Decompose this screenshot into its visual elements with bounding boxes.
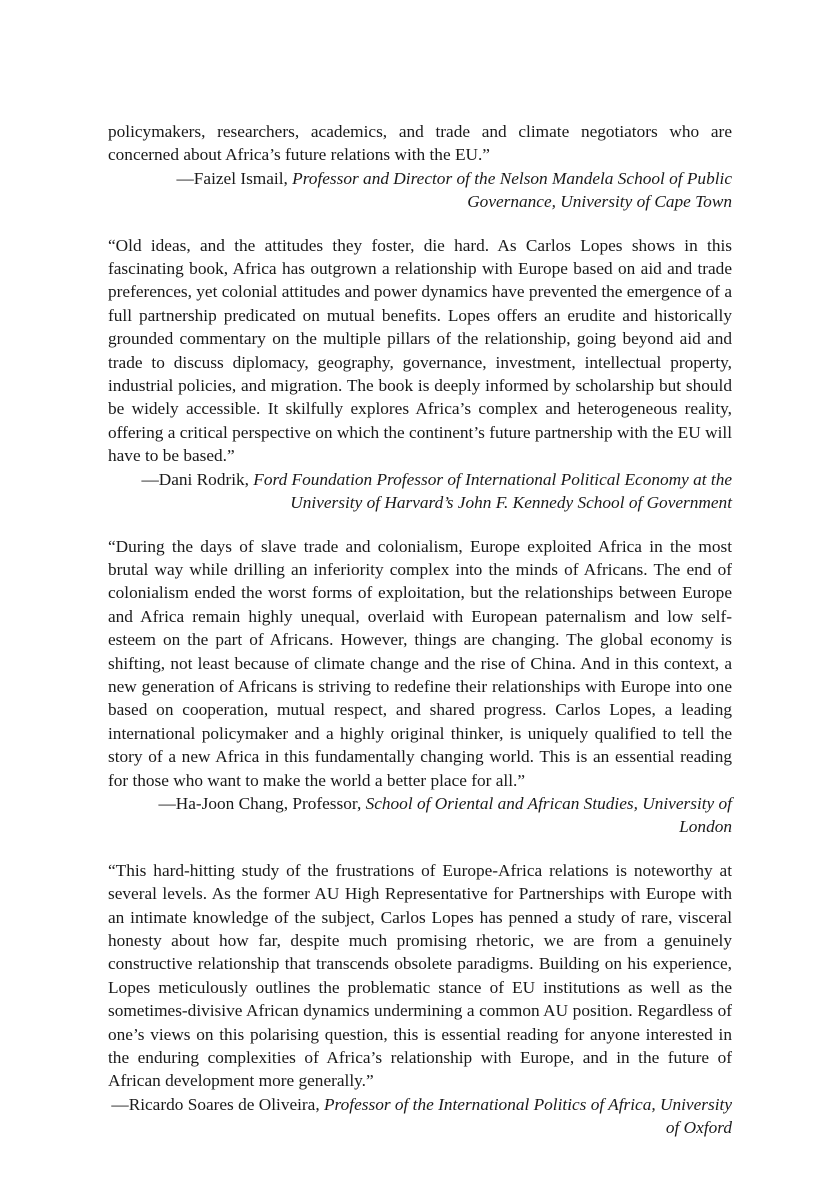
endorsement-attribution bbox=[108, 1093, 732, 1140]
endorsement-attribution bbox=[108, 468, 732, 515]
endorser-name: —Faizel Ismail, bbox=[176, 168, 293, 188]
endorsement-attribution bbox=[108, 167, 732, 214]
endorsements-page bbox=[108, 120, 732, 1160]
endorsement-quote: “During the days of slave trade and colonialism, Europe exploited Africa in the most brutal way while drilling an inferiority complex into the minds of Africans. The end of colonialism ended the worst forms of exploitation, but the relationships between Europe and Africa remain highly unequal, overlaid with European paternalism and low self-esteem on the part of Africans. However, things are changing. The global economy is shifting, not least because of climate change and the rise of China. And in this context, a new generation of Africans is striving to redefine their relationships with Europe into one based on cooperation, mutual respect, and shared progress. Carlos Lopes, a leading international policymaker and a highly original thinker, is uniquely qualified to tell the story of a new Africa in this fundamentally changing world. This is an essential reading for those who want to make the world a better place for all.” bbox=[108, 536, 732, 790]
endorser-title: School of Oriental and African Studies, University of London bbox=[365, 793, 732, 837]
endorsement-block bbox=[108, 120, 732, 214]
endorser-title: Ford Foundation Professor of International Political Economy at the University of Harvard’s John F. Kennedy School of Government bbox=[253, 469, 732, 513]
endorser-name: —Dani Rodrik, bbox=[141, 469, 254, 489]
endorsement-quote: policymakers, researchers, academics, and trade and climate negotiators who are concerned about Africa’s future relations with the EU.” bbox=[108, 122, 732, 165]
endorsement-quote: “This hard-hitting study of the frustrations of Europe-Africa relations is noteworthy at several levels. As the former AU High Representative for Partnerships with Europe with an intimate knowledge of the subject, Carlos Lopes has penned a study of rare, visceral honesty about how far, despite much promising rhetoric, we are from a genuinely constructive relationship that transcends obsolete paradigms. Building on his experience, Lopes meticulously outlines the problematic stance of EU institutions as well as the sometimes-divisive African dynamics undermining a common AU position. Regardless of one’s views on this polarising question, this is essential reading for anyone interested in the enduring complexities of Africa’s relationship with Europe, and in the future of African development more generally.” bbox=[108, 860, 732, 1091]
endorser-title: Professor and Director of the Nelson Mandela School of Public Governance, University of Cape Town bbox=[292, 168, 732, 212]
endorser-name: —Ha-Joon Chang, Professor, bbox=[158, 793, 366, 813]
endorser-name: —Ricardo Soares de Oliveira, bbox=[111, 1094, 324, 1114]
endorsement-attribution bbox=[108, 792, 732, 839]
endorsement-block bbox=[108, 234, 732, 515]
endorsement-block bbox=[108, 859, 732, 1140]
endorser-title: Professor of the International Politics of Africa, University of Oxford bbox=[324, 1094, 732, 1138]
endorsement-quote: “Old ideas, and the attitudes they foster, die hard. As Carlos Lopes shows in this fascinating book, Africa has outgrown a relationship with Europe based on aid and trade preferences, yet colonial attitudes and power dynamics have prevented the emergence of a full partnership predicated on mutual benefits. Lopes offers an erudite and historically grounded commentary on the multiple pillars of the relationship, going beyond aid and trade to discuss diplomacy, geography, governance, investment, intellectual property, industrial policies, and migration. The book is deeply informed by scholarship but should be widely accessible. It skilfully explores Africa’s complex and heterogeneous reality, offering a critical perspective on which the continent’s future partnership with the EU will have to be based.” bbox=[108, 235, 732, 466]
endorsement-block bbox=[108, 535, 732, 839]
